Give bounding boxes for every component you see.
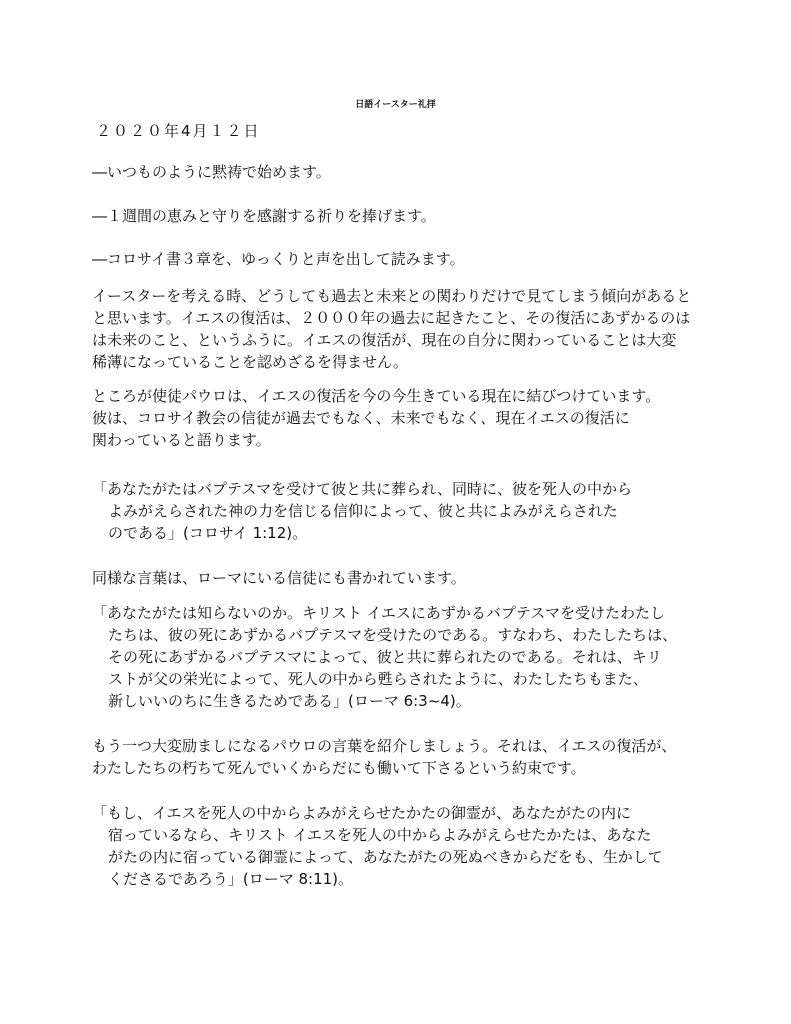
text-line: がたの内に宿っている御霊によって、あなたがたの死ぬべきからだをも、生かして — [108, 848, 663, 866]
text-line: ストが父の栄光によって、死人の中から甦らされたように、わたしたちもまた、 — [108, 670, 648, 688]
text-line: 新しいいのちに生きるためである」(ローマ 6:3~4)。 — [108, 692, 471, 710]
text-line: 宿っているなら、キリスト イエスを死人の中からよみがえらせたかたは、あなた — [108, 826, 652, 844]
text-line: 「あなたがたは知らないのか。キリスト イエスにあずかるバプテスマを受けたわたし — [92, 604, 665, 622]
document-title: 日語イースター礼拝 — [355, 100, 436, 110]
text-line: くださるであろう」(ローマ 8:11)。 — [108, 870, 354, 888]
quote-romans-6 — [92, 602, 677, 712]
paragraph-romans-intro: 同様な言葉は、ローマにいる信徒にも書かれています。 — [92, 569, 466, 587]
step-thanksgiving-prayer: ―１週間の恵みと守りを感謝する祈りを捧げます。 — [92, 207, 436, 225]
text-line: 「もし、イエスを死人の中からよみがえらせたかたの御霊が、あなたがたの内に — [92, 804, 631, 822]
text-line: のである」(コロサイ 1:12)。 — [108, 524, 308, 542]
text-line: わたしたちの朽ちて死んでいくからだにも働いて下さるという約束です。 — [92, 759, 586, 777]
text-line: 彼は、コロサイ教会の信徒が過去でもなく、未来でもなく、現在イエスの復活に — [92, 409, 630, 427]
paragraph-encouragement — [92, 735, 676, 779]
text-line: もう一つ大変励ましになるパウロの言葉を紹介しましょう。それは、イエスの復活が、 — [92, 737, 677, 755]
text-line: イースターを考える時、どうしても過去と未来との関わりだけで見てしまう傾向があると — [92, 287, 692, 305]
service-date: ２０２０年4月１２日 — [96, 122, 261, 140]
quote-romans-8 — [92, 802, 663, 890]
text-line: 稀薄になっていることを認めざるを得ません。 — [92, 353, 408, 371]
text-line: と思います。イエスの復活は、２０００年の過去に起きたこと、その復活にあずかるのは — [92, 309, 691, 327]
paragraph-easter-perspective — [92, 285, 691, 373]
text-line: 関わっていると語ります。 — [92, 431, 271, 449]
text-line: たちは、彼の死にあずかるバプテスマを受けたのである。すなわち、わたしたちは、 — [108, 626, 678, 644]
text-line: ところが使徒パウロは、イエスの復活を今の今生きている現在に結びつけています。 — [92, 387, 661, 405]
text-line: は未来のこと、というふうに。イエスの復活が、現在の自分に関わっていることは大変 — [92, 331, 677, 349]
quote-colossians — [92, 478, 632, 544]
text-line: その死にあずかるバプテスマによって、彼と共に葬られたのである。それは、キリ — [108, 648, 662, 666]
step-silent-prayer: ―いつものように黙祷で始めます。 — [92, 163, 331, 181]
paragraph-paul-present — [92, 385, 660, 451]
step-scripture-reading: ―コロサイ書３章を、ゆっくりと声を出して読みます。 — [92, 250, 465, 268]
text-line: 「あなたがたはバプテスマを受けて彼と共に葬られ、同時に、彼を死人の中から — [92, 480, 633, 498]
text-line: よみがえらされた神の力を信じる信仰によって、彼と共によみがえらされた — [108, 502, 618, 520]
